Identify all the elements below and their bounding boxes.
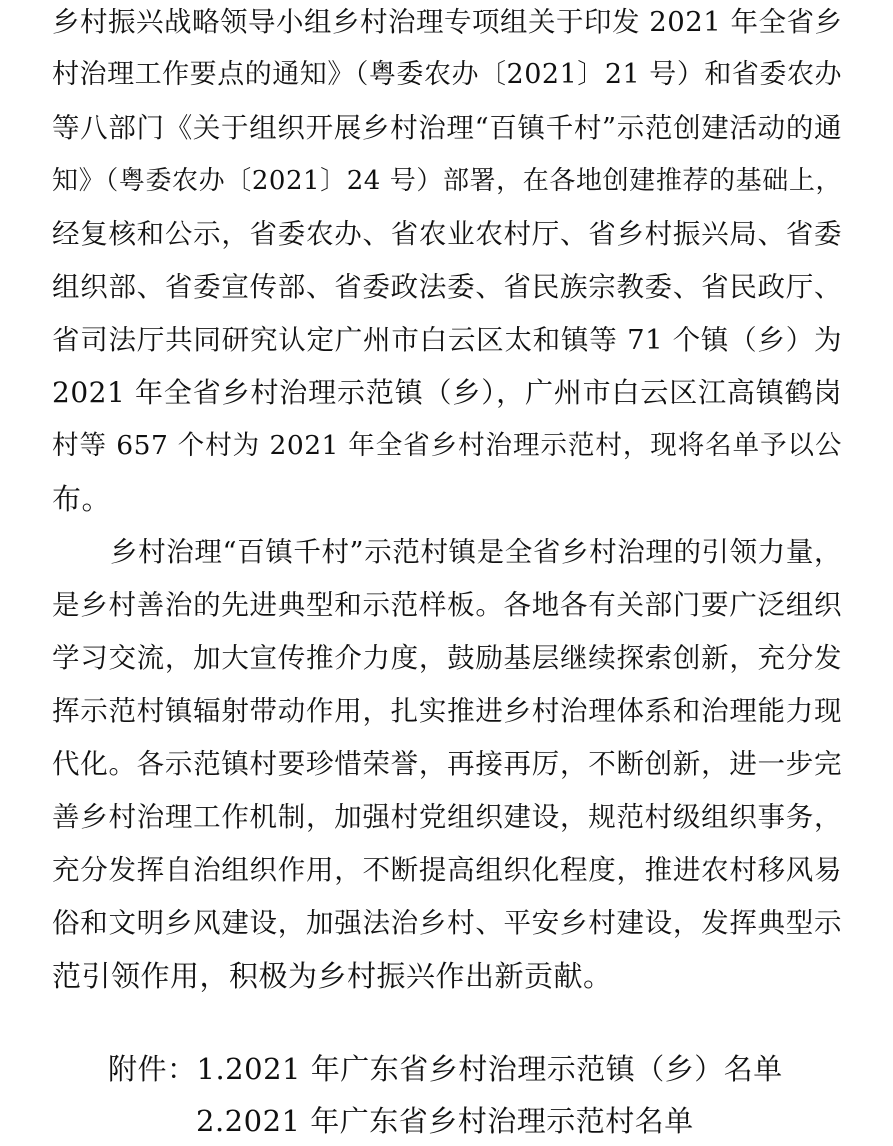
text-line: 2021 年全省乡村治理示范镇（乡），广州市白云区江高镇鹤岗: [52, 376, 842, 409]
text-line: 经复核和公示，省委农办、省农业农村厅、省乡村振兴局、省委: [52, 218, 842, 250]
text-line: 范引领作用，积极为乡村振兴作出新贡献。: [52, 959, 613, 993]
text-line: 等八部门《关于组织开展乡村治理“百镇千村”示范创建活动的通: [52, 112, 842, 144]
text-line: 代化。各示范镇村要珍惜荣誉，再接再厉，不断创新，进一步完: [52, 748, 842, 780]
text-line: 充分发挥自治组织作用，不断提高组织化程度，推进农村移风易: [52, 854, 842, 886]
text-line: 知》（粤委农办〔2021〕24 号）部署，在各地创建推荐的基础上，: [52, 166, 842, 196]
text-line: 布。: [52, 482, 112, 516]
attachment-item-2: 2.2021 年广东省乡村治理示范村名单: [196, 1104, 694, 1138]
text-line: 村等 657 个村为 2021 年全省乡村治理示范村，现将名单予以公: [52, 430, 842, 461]
text-line: 俗和文明乡风建设，加强法治乡村、平安乡村建设，发挥典型示: [52, 907, 842, 939]
text-line: 组织部、省委宣传部、省委政法委、省民族宗教委、省民政厅、: [52, 271, 842, 303]
text-line: 学习交流，加大宣传推介力度，鼓励基层继续探索创新，充分发: [52, 642, 842, 674]
text-line: 是乡村善治的先进典型和示范样板。各地各有关部门要广泛组织: [52, 589, 842, 621]
text-line: 省司法厅共同研究认定广州市白云区太和镇等 71 个镇（乡）为: [52, 324, 842, 356]
text-line: 村治理工作要点的通知》（粤委农办〔2021〕21 号）和省委农办: [52, 59, 842, 90]
text-line: 乡村振兴战略领导小组乡村治理专项组关于印发 2021 年全省乡: [52, 6, 843, 38]
text-line: 乡村治理“百镇千村”示范村镇是全省乡村治理的引领力量，: [110, 536, 842, 568]
attachment-item-1: 附件：1.2021 年广东省乡村治理示范镇（乡）名单: [108, 1052, 783, 1086]
text-line: 挥示范村镇辐射带动作用，扎实推进乡村治理体系和治理能力现: [52, 695, 842, 727]
text-line: 善乡村治理工作机制，加强村党组织建设，规范村级组织事务，: [52, 801, 842, 833]
